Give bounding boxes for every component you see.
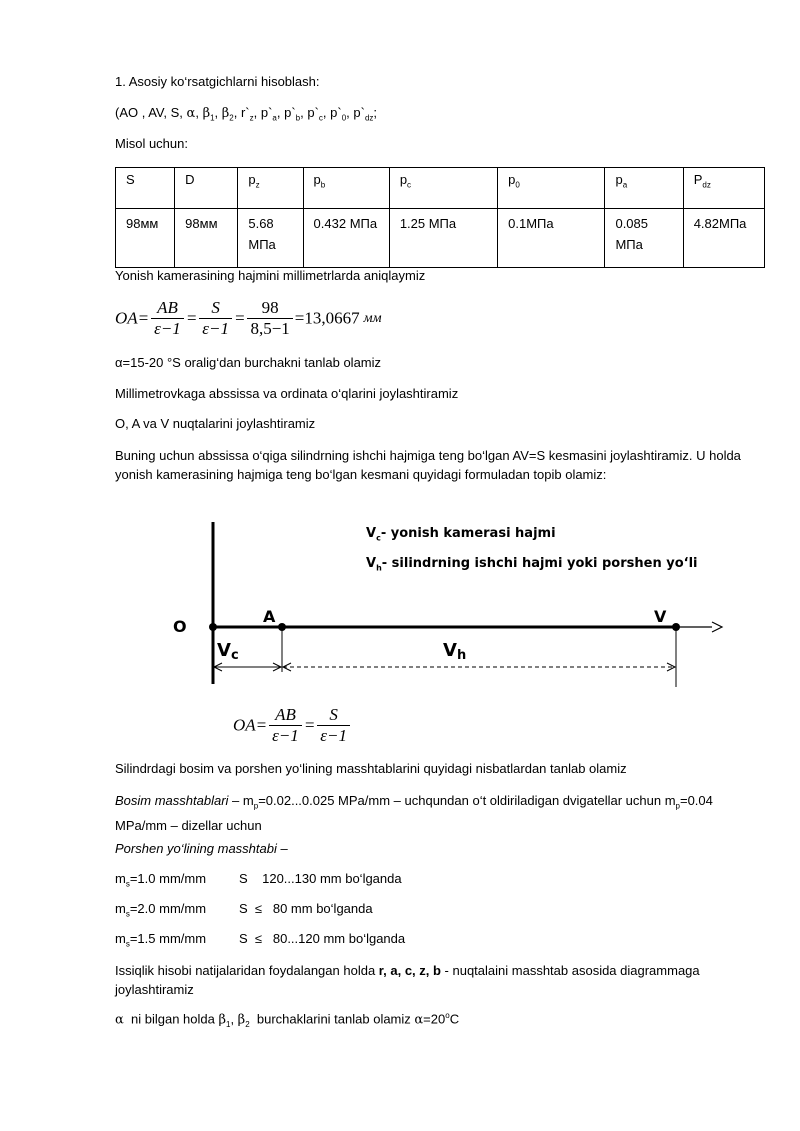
table-header-cell: D (175, 168, 238, 209)
formula-chamber-length: OA= $\frac{AB}{\varepsilon-1}$ = $\frac{S}{\varepsilon-1}$ = $\frac{98}{8,5-1}$ =13,0667 мм (115, 298, 382, 338)
table-cell: 1.25 МПа (389, 209, 497, 268)
table-header-cell: $p_b$ (303, 168, 389, 209)
paragraph-alpha: α=15-20 °S oralig‘dan burchakni tanlab olamiz (115, 355, 382, 370)
paragraph-points: O, A va V nuqtalarini joylashtiramiz (115, 416, 316, 431)
scale-row: $m_s=1.5$ mm/mm S ≤ 80...120 mm bo‘lganda (115, 931, 406, 949)
table-cell: 5.68 МПа (238, 209, 303, 268)
label-a: A (263, 607, 276, 626)
table-cell: 98мм (116, 209, 175, 268)
point-o (209, 623, 217, 631)
section-heading: 1. Asosiy ko‘rsatgichlarni hisoblash: (115, 74, 320, 89)
parameter-list: (AO , AV, S, α, $\beta_1$, $\beta_2$, $r`_z$, $p`_a$, $p`_b$, $p`_c$, $p`_0$, $p`_{dz}$; (115, 105, 378, 123)
label-v: V (654, 607, 667, 626)
paragraph-stroke-scale: Porshen yo‘lining masshtabi – (115, 841, 288, 856)
label-vh: Vh (443, 640, 467, 663)
table-cell: 0.1МПа (498, 209, 605, 268)
table-cell: 0.432 МПа (303, 209, 389, 268)
paragraph-thermal: Issiqlik hisobi natijalaridan foydalangan holda r, a, c, z, b - nuqtalaini masshtab asosida diagrammaga joylashtiramiz (115, 963, 700, 997)
label-o: O (173, 617, 187, 636)
label-vc: Vc (217, 640, 239, 663)
scale-row: $m_s=1.0$ mm/mm S 120...130 mm bo‘lganda (115, 871, 402, 889)
paragraph-explanation: Buning uchun abssissa o‘qiga silindrning ishchi hajmiga teng bo‘lgan AV=S kesmasini joylashtiramiz. U holda yonish kamerasining hajmiga teng bo‘lgan kesmani quyidagi formuladan topib olamiz: (115, 448, 741, 482)
example-label: Misol uchun: (115, 136, 188, 151)
table-row (116, 209, 765, 268)
table-cell: 98мм (175, 209, 238, 268)
paragraph-scales: Silindrdagi bosim va porshen yo‘lining masshtablarini quyidagi nisbatlardan tanlab olamiz (115, 761, 627, 776)
paragraph-pressure-scale: Bosim masshtablari – $m_p=0.02...0.025$ MPa/mm – uchqundan o‘t oldiriladigan dvigatellar uchun $m_p=0.04$ MPa/mm – dizellar uchun (115, 793, 713, 833)
table-header-cell: $p_z$ (238, 168, 303, 209)
paragraph-angles: α ni bilgan holda $\beta_1$, $\beta_2$ burchaklarini tanlab olamiz $\alpha=20^oC$ (115, 1011, 460, 1029)
paragraph-axes: Millimetrovkaga abssissa va ordinata o‘qlarini joylashtiramiz (115, 386, 459, 401)
table-header-cell: $p_a$ (605, 168, 683, 209)
table-cell: 4.82МПа (683, 209, 764, 268)
table-cell: 0.085 МПа (605, 209, 683, 268)
table-header-cell: $p_0$ (498, 168, 605, 209)
table-header-cell: $P_{dz}$ (683, 168, 764, 209)
table-header-row (116, 168, 765, 209)
scale-row: $m_s=2.0$ mm/mm S ≤ 80 mm bo‘lganda (115, 901, 373, 919)
table-header-cell: S (116, 168, 175, 209)
legend-vh: $V_h-$ silindrning ishchi hajmi yoki porshen yo‘li (366, 556, 698, 573)
formula-oa: OA= $\frac{AB}{\varepsilon-1}$ = $\frac{S}{\varepsilon-1}$ (233, 705, 352, 746)
legend-vc: $V_c-$ yonish kamerasi hajmi (366, 526, 556, 543)
table-header-cell: $p_c$ (389, 168, 497, 209)
volume-diagram (0, 510, 800, 700)
paragraph-volume: Yonish kamerasining hajmini millimetrlarda aniqlaymiz (115, 268, 426, 283)
abscissa-arrow-icon (712, 622, 722, 632)
parameters-table (115, 167, 765, 268)
